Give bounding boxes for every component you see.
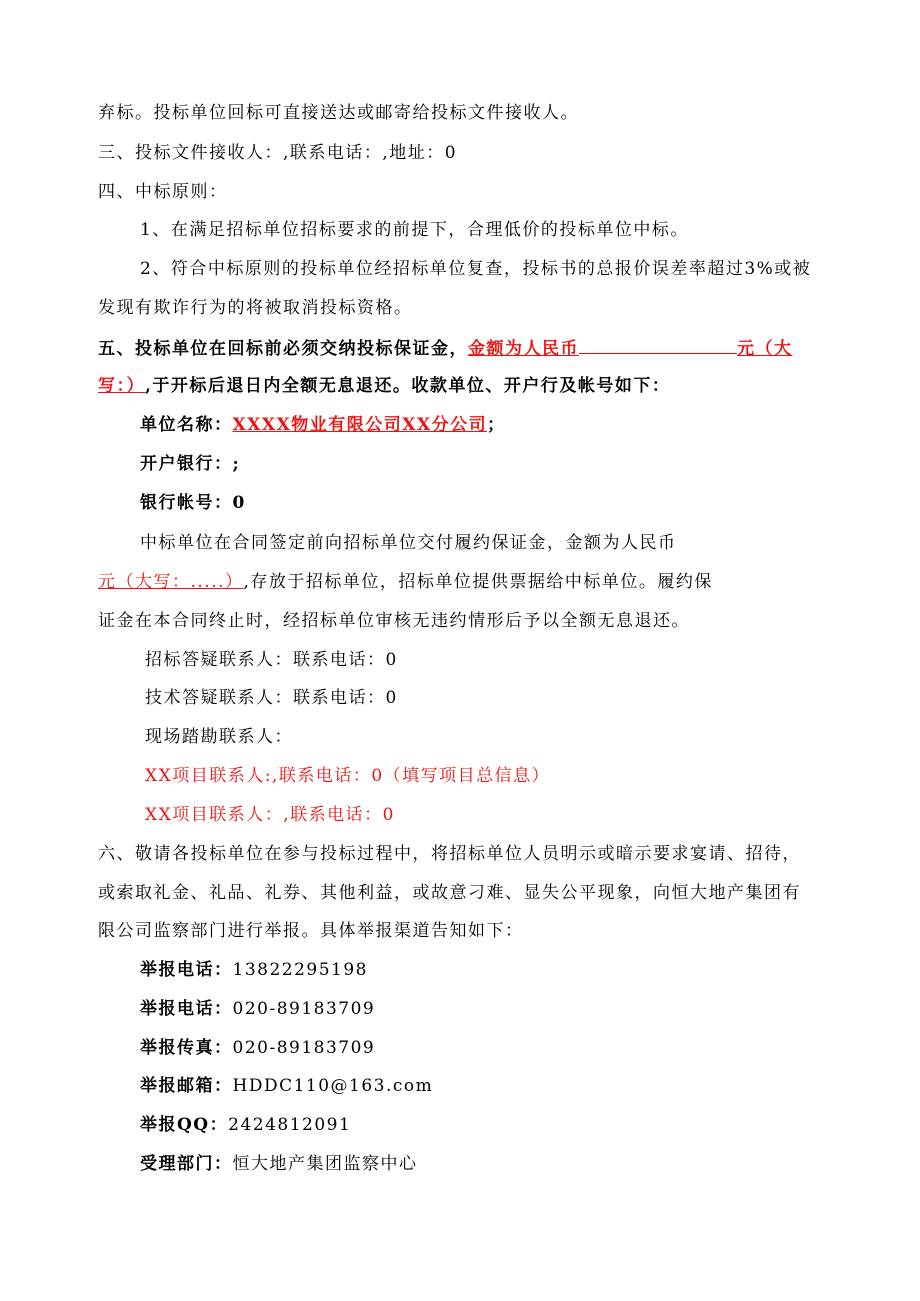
- report-value: 020-89183709: [232, 999, 376, 1019]
- report-value: HDDC110@163.com: [232, 1076, 434, 1096]
- report-item: [140, 1036, 375, 1060]
- deposit-amount: 元（大写：.....）: [98, 572, 244, 592]
- paragraph-line: 限公司监察部门进行举报。具体举报渠道告知如下：: [98, 921, 524, 941]
- report-item: [140, 1113, 351, 1137]
- company-value: XXXX物业有限公司XX分公司: [232, 415, 488, 435]
- amount-unit: 元（大: [737, 339, 793, 359]
- report-label: 举报邮箱：: [140, 1076, 233, 1096]
- report-label: 举报传真：: [140, 1038, 233, 1058]
- deposit-text: ,存放于招标单位，招标单位提供票据给中标单位。履约保: [243, 572, 713, 592]
- contact-row: 技术答疑联系人：联系电话：0: [145, 688, 398, 708]
- account-row: 银行帐号：0: [140, 493, 246, 513]
- contact-row: 招标答疑联系人：联系电话：0: [145, 650, 398, 670]
- paragraph-line: 或索取礼金、礼品、礼券、其他利益，或故意刁难、显失公平现象，向恒大地产集团有: [98, 883, 801, 903]
- paragraph-line: 中标单位在合同签定前向招标单位交付履约保证金，金额为人民币: [140, 533, 677, 553]
- report-value: 恒大地产集团监察中心: [232, 1154, 418, 1174]
- section-heading: [98, 335, 793, 361]
- heading-text: 五、投标单位在回标前必须交纳投标保证金，: [98, 339, 468, 359]
- paragraph-line: 弃标。投标单位回标可直接送达或邮寄给投标文件接收人。: [98, 103, 579, 123]
- paragraph-line: 证金在本合同终止时，经招标单位审核无违约情形后予以全额无息退还。: [98, 611, 690, 631]
- amount-blank: [579, 335, 737, 354]
- bank-row: 开户银行：;: [140, 454, 241, 474]
- company-label: 单位名称：: [140, 415, 233, 435]
- paragraph-line: [98, 374, 670, 398]
- report-label: 受理部门：: [140, 1154, 233, 1174]
- report-item: [140, 1152, 418, 1176]
- report-item: [140, 958, 368, 982]
- project-contact-row: XX项目联系人：,联系电话：0: [145, 805, 395, 825]
- paragraph-line: 六、敬请各投标单位在参与投标过程中，将招标单位人员明示或暗示要求宴请、招待，: [98, 844, 801, 864]
- paragraph-line: [98, 570, 713, 594]
- contact-row: 现场踏勘联系人：: [145, 727, 293, 747]
- project-contact-row: XX项目联系人:,联系电话：0（填写项目总信息）: [145, 766, 551, 786]
- paragraph-line: 2、符合中标原则的投标单位经招标单位复查，投标书的总报价误差率超过3%或被: [140, 259, 812, 279]
- report-value: 13822295198: [232, 960, 368, 980]
- report-label: 举报电话：: [140, 960, 233, 980]
- amount-label: 金额为人民币: [468, 339, 579, 359]
- report-label: 举报电话：: [140, 999, 233, 1019]
- section-heading: 四、中标原则：: [98, 182, 228, 202]
- report-value: 2424812091: [228, 1115, 352, 1135]
- report-item: [140, 1074, 433, 1098]
- amount-capital: 写：）: [98, 376, 145, 396]
- company-name-row: [140, 413, 506, 437]
- paragraph-line: 1、在满足招标单位招标要求的前提下，合理低价的投标单位中标。: [140, 220, 689, 240]
- report-value: 020-89183709: [232, 1038, 376, 1058]
- report-item: [140, 997, 375, 1021]
- company-suffix: ；: [487, 415, 506, 435]
- paragraph-line: 三、投标文件接收人：,联系电话：,地址：0: [98, 143, 458, 163]
- paragraph-line: 发现有欺诈行为的将被取消投标资格。: [98, 298, 413, 318]
- refund-text: ,于开标后退日内全额无息退还。收款单位、开户行及帐号如下：: [145, 376, 671, 396]
- report-label: 举报QQ：: [140, 1115, 229, 1135]
